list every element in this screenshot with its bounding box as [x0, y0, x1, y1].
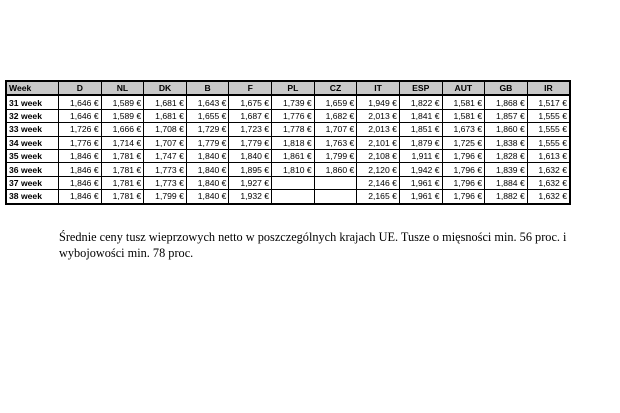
price-cell-pl: 1,818 € — [272, 136, 315, 149]
price-cell-b: 1,840 € — [186, 190, 229, 204]
price-cell-d: 1,726 € — [59, 123, 102, 136]
table-row — [6, 149, 570, 162]
price-cell-ir: 1,517 € — [527, 95, 570, 109]
price-cell-d: 1,846 € — [59, 190, 102, 204]
price-cell-pl: 1,810 € — [272, 163, 315, 176]
column-header-b: B — [186, 81, 229, 95]
price-cell-b: 1,840 € — [186, 149, 229, 162]
row-week-label: 33 week — [6, 123, 59, 136]
price-cell-cz: 1,799 € — [314, 149, 357, 162]
price-table — [5, 80, 571, 205]
price-cell-f: 1,723 € — [229, 123, 272, 136]
column-header-dk: DK — [144, 81, 187, 95]
price-cell-aut: 1,725 € — [442, 136, 485, 149]
price-cell-esp: 1,851 € — [399, 123, 442, 136]
price-cell-ir: 1,613 € — [527, 149, 570, 162]
row-week-label: 32 week — [6, 109, 59, 122]
table-header — [6, 81, 570, 95]
price-cell-nl: 1,781 € — [101, 149, 144, 162]
price-cell-esp: 1,822 € — [399, 95, 442, 109]
column-header-aut: AUT — [442, 81, 485, 95]
price-cell-gb: 1,838 € — [485, 136, 528, 149]
price-cell-nl: 1,666 € — [101, 123, 144, 136]
price-cell-dk: 1,773 € — [144, 163, 187, 176]
row-week-label: 35 week — [6, 149, 59, 162]
price-cell-d: 1,646 € — [59, 95, 102, 109]
price-cell-pl: 1,861 € — [272, 149, 315, 162]
price-cell-ir: 1,632 € — [527, 163, 570, 176]
price-cell-gb: 1,884 € — [485, 176, 528, 189]
price-cell-dk: 1,773 € — [144, 176, 187, 189]
price-cell-gb: 1,828 € — [485, 149, 528, 162]
price-cell-aut: 1,796 € — [442, 163, 485, 176]
price-cell-dk: 1,681 € — [144, 109, 187, 122]
price-cell-ir: 1,632 € — [527, 190, 570, 204]
column-header-week: Week — [6, 81, 59, 95]
price-cell-b: 1,655 € — [186, 109, 229, 122]
price-cell-dk: 1,799 € — [144, 190, 187, 204]
price-cell-gb: 1,857 € — [485, 109, 528, 122]
price-cell-f: 1,840 € — [229, 149, 272, 162]
price-cell-it: 2,101 € — [357, 136, 400, 149]
price-cell-b: 1,729 € — [186, 123, 229, 136]
price-cell-pl — [272, 190, 315, 204]
column-header-ir: IR — [527, 81, 570, 95]
price-cell-aut: 1,581 € — [442, 95, 485, 109]
price-cell-aut: 1,796 € — [442, 190, 485, 204]
table-row — [6, 190, 570, 204]
price-cell-gb: 1,860 € — [485, 123, 528, 136]
column-header-nl: NL — [101, 81, 144, 95]
price-cell-cz — [314, 176, 357, 189]
price-cell-cz: 1,682 € — [314, 109, 357, 122]
price-cell-f: 1,779 € — [229, 136, 272, 149]
price-cell-ir: 1,555 € — [527, 109, 570, 122]
table-row — [6, 136, 570, 149]
table-row — [6, 123, 570, 136]
price-cell-dk: 1,708 € — [144, 123, 187, 136]
price-cell-ir: 1,632 € — [527, 176, 570, 189]
price-cell-pl: 1,739 € — [272, 95, 315, 109]
price-cell-esp: 1,911 € — [399, 149, 442, 162]
price-cell-esp: 1,841 € — [399, 109, 442, 122]
header-row — [6, 81, 570, 95]
price-cell-nl: 1,589 € — [101, 109, 144, 122]
price-cell-ir: 1,555 € — [527, 123, 570, 136]
column-header-pl: PL — [272, 81, 315, 95]
row-week-label: 37 week — [6, 176, 59, 189]
price-cell-cz — [314, 190, 357, 204]
price-cell-f: 1,932 € — [229, 190, 272, 204]
column-header-f: F — [229, 81, 272, 95]
price-cell-it: 2,165 € — [357, 190, 400, 204]
price-cell-pl: 1,776 € — [272, 109, 315, 122]
table-row — [6, 176, 570, 189]
price-cell-it: 2,108 € — [357, 149, 400, 162]
table-row — [6, 109, 570, 122]
price-cell-dk: 1,747 € — [144, 149, 187, 162]
price-cell-b: 1,779 € — [186, 136, 229, 149]
table-body — [6, 95, 570, 203]
price-cell-d: 1,846 € — [59, 149, 102, 162]
price-cell-aut: 1,581 € — [442, 109, 485, 122]
price-cell-esp: 1,961 € — [399, 176, 442, 189]
price-cell-aut: 1,796 € — [442, 176, 485, 189]
column-header-gb: GB — [485, 81, 528, 95]
price-cell-pl — [272, 176, 315, 189]
price-cell-esp: 1,961 € — [399, 190, 442, 204]
row-week-label: 38 week — [6, 190, 59, 204]
price-cell-esp: 1,879 € — [399, 136, 442, 149]
price-cell-f: 1,927 € — [229, 176, 272, 189]
price-cell-nl: 1,589 € — [101, 95, 144, 109]
price-cell-aut: 1,796 € — [442, 149, 485, 162]
table-row — [6, 95, 570, 109]
price-cell-cz: 1,659 € — [314, 95, 357, 109]
price-cell-d: 1,846 € — [59, 163, 102, 176]
row-week-label: 31 week — [6, 95, 59, 109]
price-cell-gb: 1,868 € — [485, 95, 528, 109]
table-caption: Średnie ceny tusz wieprzowych netto w poszczególnych krajach UE. Tusze o mięsności min. 56 proc. i wybojowości min. 78 proc. — [59, 230, 567, 260]
price-cell-d: 1,776 € — [59, 136, 102, 149]
row-week-label: 34 week — [6, 136, 59, 149]
price-cell-cz: 1,763 € — [314, 136, 357, 149]
price-cell-ir: 1,555 € — [527, 136, 570, 149]
column-header-it: IT — [357, 81, 400, 95]
price-cell-nl: 1,781 € — [101, 163, 144, 176]
price-cell-it: 2,146 € — [357, 176, 400, 189]
price-cell-cz: 1,860 € — [314, 163, 357, 176]
price-cell-gb: 1,882 € — [485, 190, 528, 204]
price-cell-nl: 1,781 € — [101, 190, 144, 204]
price-cell-it: 1,949 € — [357, 95, 400, 109]
price-cell-b: 1,643 € — [186, 95, 229, 109]
price-cell-nl: 1,714 € — [101, 136, 144, 149]
price-cell-f: 1,687 € — [229, 109, 272, 122]
price-cell-it: 2,120 € — [357, 163, 400, 176]
price-cell-f: 1,675 € — [229, 95, 272, 109]
price-cell-aut: 1,673 € — [442, 123, 485, 136]
price-cell-d: 1,646 € — [59, 109, 102, 122]
price-cell-b: 1,840 € — [186, 176, 229, 189]
column-header-esp: ESP — [399, 81, 442, 95]
price-cell-f: 1,895 € — [229, 163, 272, 176]
price-cell-nl: 1,781 € — [101, 176, 144, 189]
price-cell-it: 2,013 € — [357, 123, 400, 136]
price-cell-esp: 1,942 € — [399, 163, 442, 176]
price-cell-gb: 1,839 € — [485, 163, 528, 176]
price-cell-dk: 1,707 € — [144, 136, 187, 149]
column-header-cz: CZ — [314, 81, 357, 95]
price-cell-it: 2,013 € — [357, 109, 400, 122]
price-cell-d: 1,846 € — [59, 176, 102, 189]
price-cell-dk: 1,681 € — [144, 95, 187, 109]
table-row — [6, 163, 570, 176]
price-cell-b: 1,840 € — [186, 163, 229, 176]
column-header-d: D — [59, 81, 102, 95]
price-cell-pl: 1,778 € — [272, 123, 315, 136]
row-week-label: 36 week — [6, 163, 59, 176]
price-cell-cz: 1,707 € — [314, 123, 357, 136]
